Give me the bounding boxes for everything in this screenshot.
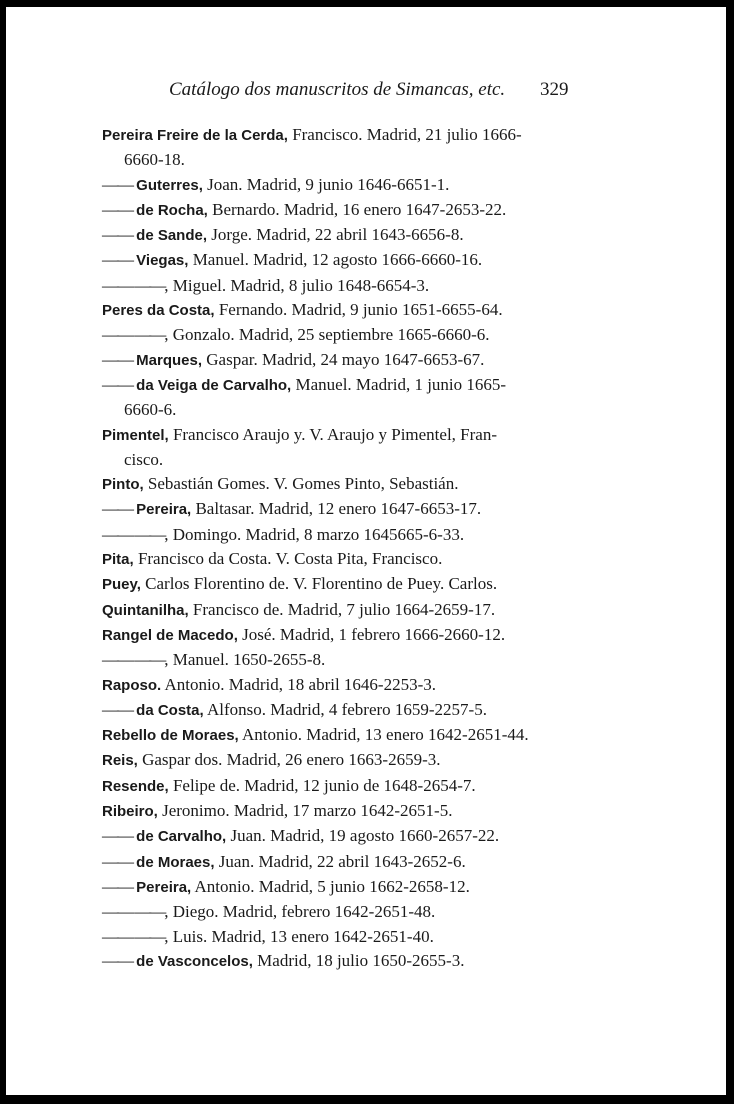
catalog-entry [102,598,592,623]
catalog-entry [102,223,592,248]
running-header [6,79,594,107]
entry-details: Jeronimo. Madrid, 17 marzo 1642-2651-5. [157,801,453,821]
entry-name: de Vasconcelos, [132,952,253,970]
catalog-entry [102,698,592,723]
entry-name: Resende, [102,777,169,795]
catalog-entry [102,547,592,572]
entry-name: Raposo. [102,676,162,694]
ditto-dash: —— [102,826,132,846]
entry-details: , Gonzalo. Madrid, 25 septiembre 1665-6660-6. [164,325,490,345]
entry-details: Gaspar. Madrid, 24 mayo 1647-6653-67. [202,349,485,369]
catalog-entry [102,748,592,773]
entry-name: Pita, [102,551,134,569]
entry-continuation: cisco. [124,449,164,469]
ditto-dash: —— —— [102,650,165,670]
entry-name: Reis, [102,752,138,770]
entry-details: Manuel. Madrid, 1 junio 1665- [291,374,507,394]
entry-details: Francisco. Madrid, 21 julio 1666- [287,125,522,144]
ditto-dash: —— [102,851,132,871]
catalog-entry [102,623,592,648]
catalog-entry [102,523,592,547]
entry-details: , Domingo. Madrid, 8 marzo 1645665-6-33. [164,524,465,544]
ditto-dash: —— —— [102,325,165,345]
entry-name: Guterres, [132,176,203,194]
entry-details: , Diego. Madrid, febrero 1642-2651-48. [164,902,436,922]
entry-details: Juan. Madrid, 22 abril 1643-2652-6. [214,851,466,871]
ditto-dash: —— [102,950,132,970]
entry-details: Sebastián Gomes. V. Gomes Pinto, Sebastián. [143,474,459,494]
entry-details: Joan. Madrid, 9 junio 1646-6651-1. [202,174,450,194]
book-page [6,7,726,1095]
entry-details: Jorge. Madrid, 22 abril 1643-6656-8. [207,225,464,245]
entry-details: Carlos Florentino de. V. Florentino de Puey. Carlos. [140,574,498,594]
running-title: Catálogo dos manuscritos de Simancas, etc. [169,79,506,100]
catalog-entry [102,774,592,799]
catalog-entries [102,123,592,974]
catalog-entry [102,497,592,522]
ditto-dash: —— [102,250,132,270]
catalog-entry [102,850,592,875]
catalog-entry [102,900,592,924]
entry-details: Madrid, 18 julio 1650-2655-3. [252,950,465,970]
ditto-dash: —— [102,199,132,219]
entry-details: Francisco da Costa. V. Costa Pita, Francisco. [133,549,443,569]
ditto-dash: —— —— [102,926,165,946]
entry-name: Pinto, [102,476,144,494]
catalog-entry [102,323,592,347]
page-number: 329 [540,79,569,100]
entry-name: de Carvalho, [132,828,227,846]
catalog-entry [102,648,592,672]
catalog-entry [102,173,592,198]
entry-details: , Luis. Madrid, 13 enero 1642-2651-40. [164,926,434,946]
entry-details: Bernardo. Madrid, 16 enero 1647-2653-22. [207,199,507,219]
ditto-dash: —— —— [102,524,165,544]
entry-name: Pereira, [132,501,192,519]
entry-name: de Sande, [132,227,208,245]
catalog-entry [102,824,592,849]
catalog-entry [102,348,592,373]
entry-details: Juan. Madrid, 19 agosto 1660-2657-22. [226,826,500,846]
entry-name: de Moraes, [132,853,215,871]
entry-name: Marques, [132,351,203,369]
entry-details: Gaspar dos. Madrid, 26 enero 1663-2659-3. [137,750,441,770]
entry-details: Antonio. Madrid, 18 abril 1646-2253-3. [161,674,436,694]
catalog-entry [102,949,592,974]
entry-continuation: 6660-18. [124,150,185,170]
entry-name: Quintanilha, [102,601,189,619]
entry-name: da Veiga de Carvalho, [132,376,292,394]
catalog-entry [102,875,592,900]
catalog-entry [102,198,592,223]
entry-details: Baltasar. Madrid, 12 enero 1647-6653-17. [191,499,482,519]
ditto-dash: —— [102,225,132,245]
ditto-dash: —— —— [102,902,165,922]
ditto-dash: —— [102,174,132,194]
entry-name: Pereira, [132,878,192,896]
entry-details: Antonio. Madrid, 13 enero 1642-2651-44. [238,725,529,745]
entry-details: , Miguel. Madrid, 8 julio 1648-6654-3. [164,275,430,295]
catalog-entry [102,298,592,323]
entry-name: de Rocha, [132,201,208,219]
catalog-entry [102,673,592,698]
catalog-entry [102,472,592,497]
ditto-dash: —— [102,349,132,369]
entry-details: , Manuel. 1650-2655-8. [164,650,326,670]
ditto-dash: —— [102,699,132,719]
catalog-entry [102,248,592,273]
catalog-entry [102,925,592,949]
catalog-entry [102,723,592,748]
ditto-dash: —— [102,876,132,896]
entry-details: Francisco Araujo y. V. Araujo y Pimentel, Fran- [168,424,497,444]
entry-details: Alfonso. Madrid, 4 febrero 1659-2257-5. [203,699,487,719]
entry-name: Pereira Freire de la Cerda, [102,127,288,144]
entry-name: Puey, [102,576,141,594]
catalog-entry [102,572,592,597]
entry-name: Rebello de Moraes, [102,727,239,745]
ditto-dash: —— —— [102,275,165,295]
entry-details: Fernando. Madrid, 9 junio 1651-6655-64. [214,300,503,320]
catalog-entry [102,423,592,473]
catalog-entry [102,274,592,298]
catalog-entry [102,123,592,173]
ditto-dash: —— [102,499,132,519]
entry-details: José. Madrid, 1 febrero 1666-2660-12. [237,624,506,644]
entry-name: Rangel de Macedo, [102,626,238,644]
entry-name: Ribeiro, [102,803,158,821]
catalog-entry [102,373,592,423]
entry-name: Peres da Costa, [102,302,215,320]
entry-name: da Costa, [132,701,204,719]
entry-details: Francisco de. Madrid, 7 julio 1664-2659-17. [188,599,496,619]
ditto-dash: —— [102,374,132,394]
entry-details: Manuel. Madrid, 12 agosto 1666-6660-16. [188,250,483,270]
entry-name: Viegas, [132,252,189,270]
entry-continuation: 6660-6. [124,400,177,420]
entry-details: Antonio. Madrid, 5 junio 1662-2658-12. [191,876,470,896]
entry-details: Felipe de. Madrid, 12 junio de 1648-2654-7. [168,775,476,795]
catalog-entry [102,799,592,824]
entry-name: Pimentel, [102,426,169,444]
